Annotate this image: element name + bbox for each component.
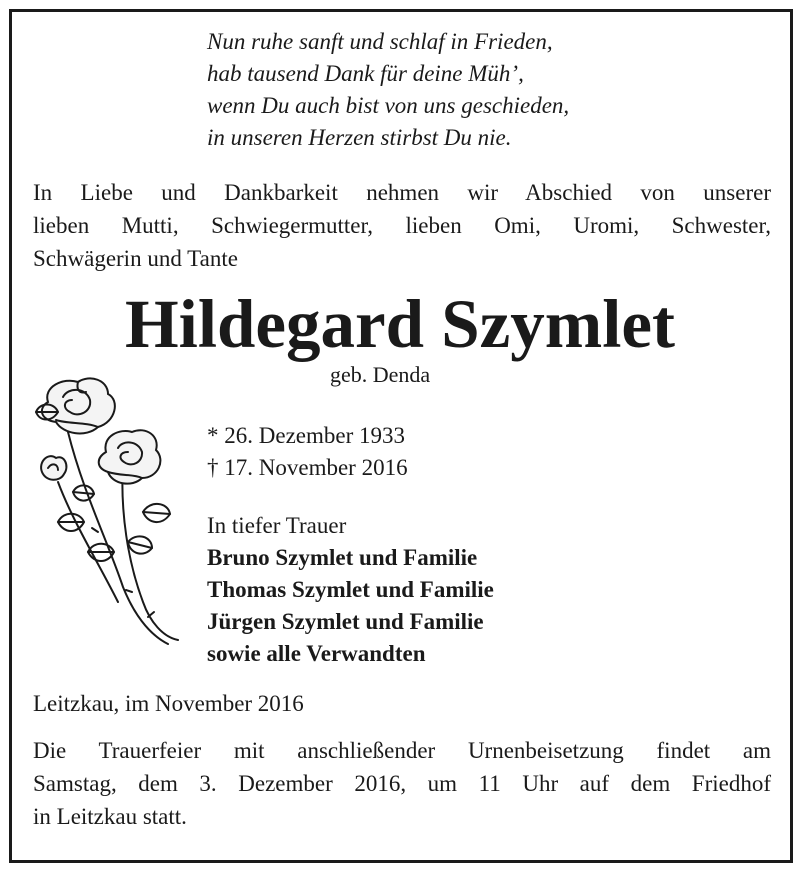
- mourner-name: Jürgen Szymlet und Familie: [207, 609, 484, 634]
- place-date: Leitzkau, im November 2016: [33, 691, 304, 716]
- funeral-line: in Leitzkau statt.: [33, 804, 187, 829]
- mourner-name: Thomas Szymlet und Familie: [207, 577, 494, 602]
- deceased-name: Hildegard Szymlet: [124, 286, 675, 362]
- funeral-line: Die Trauerfeier mit anschließender Urnenbeisetzung findet am: [33, 738, 771, 763]
- funeral-line: Samstag, dem 3. Dezember 2016, um 11 Uhr auf dem Friedhof: [33, 771, 771, 796]
- intro-line: lieben Mutti, Schwiegermutter, lieben Omi, Uromi, Schwester,: [33, 213, 771, 238]
- funeral-notice: [33, 734, 771, 833]
- mourners-block: [207, 510, 494, 670]
- poem-line: wenn Du auch bist von uns geschieden,: [207, 93, 570, 118]
- death-date: † 17. November 2016: [207, 455, 408, 480]
- poem-line: in unseren Herzen stirbst Du nie.: [207, 125, 512, 150]
- birth-date: * 26. Dezember 1933: [207, 423, 405, 448]
- mourner-name: sowie alle Verwandten: [207, 641, 426, 666]
- life-dates: [207, 420, 408, 484]
- intro-line: In Liebe und Dankbarkeit nehmen wir Abschied von unserer: [33, 180, 771, 205]
- intro-text: [33, 176, 771, 275]
- maiden-name: geb. Denda: [330, 362, 431, 387]
- rose-icon: [28, 372, 188, 648]
- poem: [207, 26, 569, 154]
- mourning-heading: In tiefer Trauer: [207, 513, 347, 538]
- poem-line: hab tausend Dank für deine Müh’,: [207, 61, 524, 86]
- intro-line: Schwägerin und Tante: [33, 246, 238, 271]
- poem-line: Nun ruhe sanft und schlaf in Frieden,: [207, 29, 553, 54]
- mourner-name: Bruno Szymlet und Familie: [207, 545, 478, 570]
